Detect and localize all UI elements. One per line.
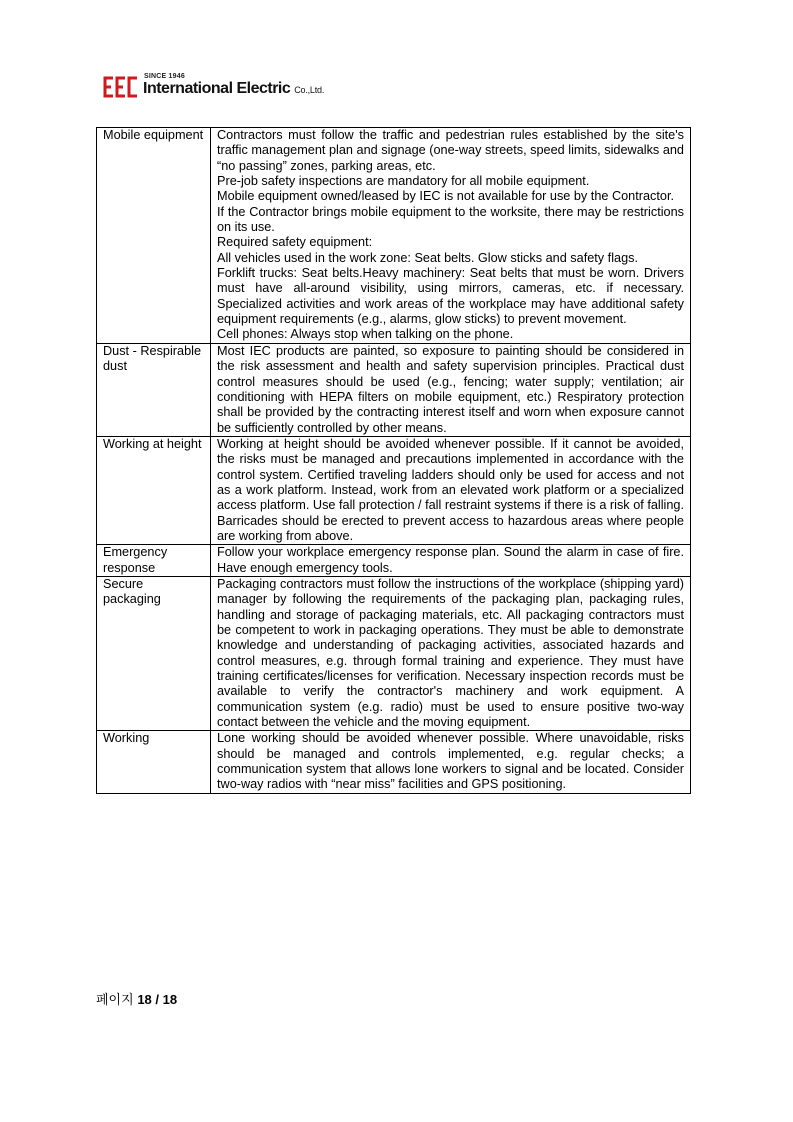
company-suffix: Co.,Ltd. [294,85,325,95]
row-paragraph: Contractors must follow the traffic and pedestrian rules established by the site's traffic management plan and signage (one-way streets, speed limits, sidewalks and “no passing” zones, parking areas, etc. [217,128,684,173]
table-row [97,576,691,730]
logo-since-text: SINCE 1946 [144,73,185,80]
row-paragraph: Packaging contractors must follow the instructions of the workplace (shipping yard) manager by following the requirements of the packaging plan, packaging rules, handling and storage of packaging materials, etc. All packaging contractors must be competent to work in packaging operations. They must be able to demonstrate knowledge and understanding of packaging activities, associated hazards and control measures, e.g. through formal training and experience. They must have training certificates/licenses for verification. Necessary inspection records must be available to verify the contractor's machinery and work equipment. A communication system (e.g. radio) must be used to ensure positive two-way contact between the vehicle and the moving equipment. [217,576,684,730]
row-description [211,128,691,344]
row-label: Emergency response [97,545,211,577]
row-paragraph: All vehicles used in the work zone: Seat belts. Glow sticks and safety flags. [217,250,639,265]
row-paragraph: Working at height should be avoided whenever possible. If it cannot be avoided, the risks must be managed and precautions implemented in accordance with the control system. Certified traveling ladders should only be used for access and not as a work platform. Instead, work from an elevated work platform or a specialized access platform. Use fall protection / fall restraint systems if there is a risk of falling. Barricades should be erected to prevent access to hazardous areas where people are working from above. [217,436,684,543]
table-row [97,128,691,344]
iec-logo-icon [103,76,139,98]
row-label: Working at height [97,436,211,544]
row-label: Mobile equipment [97,128,211,344]
row-label: Secure packaging [97,576,211,730]
company-name-text: International Electric [143,80,291,97]
page-word: 페이지 [96,992,134,1007]
row-description [211,545,691,577]
page-footer [96,989,177,1008]
row-label: Working [97,731,211,793]
row-description [211,343,691,436]
row-label: Dust - Respirable dust [97,343,211,436]
page-separator: / [155,992,160,1007]
table-row [97,436,691,544]
row-paragraph: Required safety equipment: [217,235,373,250]
table-row [97,343,691,436]
row-description [211,436,691,544]
page-current: 18 [137,992,152,1007]
row-description [211,576,691,730]
row-paragraph: Most IEC products are painted, so exposure to painting should be considered in the risk assessment and health and safety supervision principles. Practical dust control measures should be used (e.g., fencing; water supply; ventilation; air conditioning with HEPA filters on mobile equipment, etc.) Respiratory protection shall be provided by the contracting interest itself and worn when exposure cannot be sufficiently controlled by other means. [217,343,684,435]
row-paragraph: Mobile equipment owned/leased by IEC is not available for use by the Contractor. [217,189,675,204]
table-row [97,545,691,577]
row-paragraph: Lone working should be avoided whenever possible. Where unavoidable, risks should be managed and controls implemented, e.g. regular checks; a communication system that allows lone workers to signal and be located. Consider two-way radios with “near miss” facilities and GPS positioning. [217,731,684,792]
company-name [143,80,324,98]
page-total: 18 [162,992,178,1007]
row-description [211,731,691,793]
safety-rules-table [96,127,691,794]
row-paragraph: If the Contractor brings mobile equipment to the worksite, there may be restrictions on its use. [217,204,684,235]
row-paragraph: Follow your workplace emergency response plan. Sound the alarm in case of fire. Have enough emergency tools. [217,545,684,575]
table-row [97,731,691,793]
row-paragraph: Pre-job safety inspections are mandatory for all mobile equipment. [217,174,590,189]
safety-rules-body [97,128,691,794]
row-paragraph: Forklift trucks: Seat belts.Heavy machinery: Seat belts that must be worn. Drivers must have all-around visibility, using mirrors, cameras, etc. if necessary. Specialized activities and work areas of the workplace may have additional safety equipment requirements (e.g., alarms, glow sticks) to prevent movement. [217,266,684,327]
row-paragraph: Cell phones: Always stop when talking on the phone. [217,327,514,342]
